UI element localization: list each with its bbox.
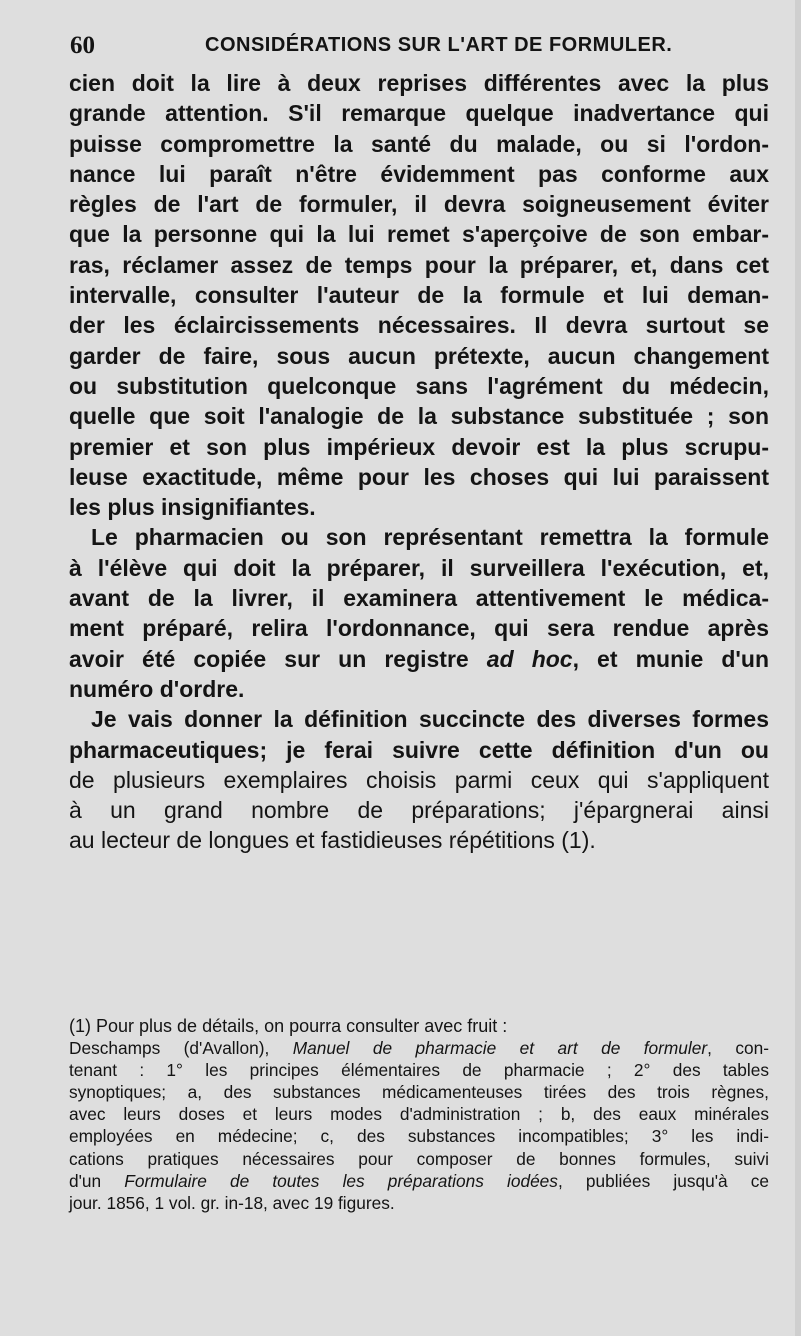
text-line: Je vais donner la définition succincte des diverses formes [91, 706, 769, 733]
text-line [69, 644, 769, 674]
text-line: premier et son plus impérieux devoir est la plus scrupu- [69, 433, 769, 460]
text-line: quelle que soit l'analogie de la substance substituée ; son [69, 403, 769, 430]
italic-title: Formulaire de toutes les préparations iodées [124, 1170, 558, 1191]
text-line: numéro d'ordre. [69, 675, 245, 702]
page-number: 60 [70, 32, 95, 59]
text-line: nance lui paraît n'être évidemment pas conforme aux [69, 160, 769, 187]
running-title: CONSIDÉRATIONS SUR L'ART DE FORMULER. [205, 34, 673, 56]
main-text [69, 68, 769, 856]
text-line: ment préparé, relira l'ordonnance, qui sera rendue après [69, 615, 769, 642]
italic-title: Manuel de pharmacie et art de formuler [292, 1038, 708, 1059]
text-line: garder de faire, sous aucun prétexte, aucun changement [69, 342, 769, 369]
footnote-line [69, 1170, 769, 1192]
text-segment: Deschamps (d'Avallon), [69, 1038, 293, 1059]
text-line: cien doit la lire à deux reprises différentes avec la plus [69, 70, 769, 96]
text-line: ras, réclamer assez de temps pour la préparer, et, dans cet [69, 251, 769, 278]
text-segment: , publiées jusqu'à ce [557, 1170, 769, 1191]
text-line: grande attention. S'il remarque quelque inadvertance qui [69, 100, 769, 127]
text-line: de plusieurs exemplaires choisis parmi ceux qui s'appliquent [69, 766, 769, 793]
page-edge [795, 0, 801, 1336]
text-line: que la personne qui la lui remet s'aperçoive de son embar- [69, 221, 769, 248]
text-line: der les éclaircissements nécessaires. Il devra surtout se [69, 312, 769, 339]
footnote-line [69, 1037, 769, 1059]
text-line: Le pharmacien ou son représentant remettra la formule [91, 524, 769, 551]
text-line: les plus insignifiantes. [69, 494, 316, 521]
text-line: à l'élève qui doit la préparer, il surveillera l'exécution, et, [69, 554, 769, 581]
footnote-line: employées en médecine; c, des substances incompatibles; 3° les indi- [69, 1126, 769, 1147]
text-line: ou substitution quelconque sans l'agrément du médecin, [69, 372, 769, 399]
text-segment: , con- [707, 1038, 769, 1059]
text-line: au lecteur de longues et fastidieuses répétitions (1). [69, 827, 596, 854]
text-segment: d'un [69, 1170, 125, 1191]
footnote-line: cations pratiques nécessaires pour composer de bonnes formules, suivi [69, 1148, 769, 1169]
text-line: intervalle, consulter l'auteur de la formule et lui deman- [69, 282, 769, 309]
footnote-line: synoptiques; a, des substances médicamenteuses tirées des trois règnes, [69, 1082, 769, 1103]
text-line: règles de l'art de formuler, il devra soigneusement éviter [69, 191, 769, 218]
footnote [69, 1015, 769, 1214]
text-segment: , et munie d'un [572, 645, 770, 672]
paragraph-1 [69, 68, 769, 522]
text-line: puisse compromettre la santé du malade, ou si l'ordon- [69, 130, 769, 157]
paragraph-2 [69, 522, 769, 704]
text-line: avant de la livrer, il examinera attentivement le médica- [69, 585, 769, 612]
text-line: à un grand nombre de préparations; j'épargnerai ainsi [69, 797, 769, 824]
running-header [70, 32, 770, 60]
paragraph-3 [69, 704, 769, 855]
footnote-line: avec leurs doses et leurs modes d'administration ; b, des eaux minérales [69, 1104, 769, 1125]
text-line: pharmaceutiques; je ferai suivre cette définition d'un ou [69, 736, 769, 763]
footnote-line: jour. 1856, 1 vol. gr. in-18, avec 19 figures. [69, 1192, 395, 1213]
italic-term: ad hoc [486, 645, 573, 672]
footnote-line: tenant : 1° les principes élémentaires de pharmacie ; 2° des tables [69, 1060, 769, 1081]
footnote-line: (1) Pour plus de détails, on pourra consulter avec fruit : [69, 1016, 508, 1036]
text-line: leuse exactitude, même pour les choses qui lui paraissent [69, 463, 769, 490]
text-segment: avoir été copiée sur un registre [69, 645, 487, 672]
